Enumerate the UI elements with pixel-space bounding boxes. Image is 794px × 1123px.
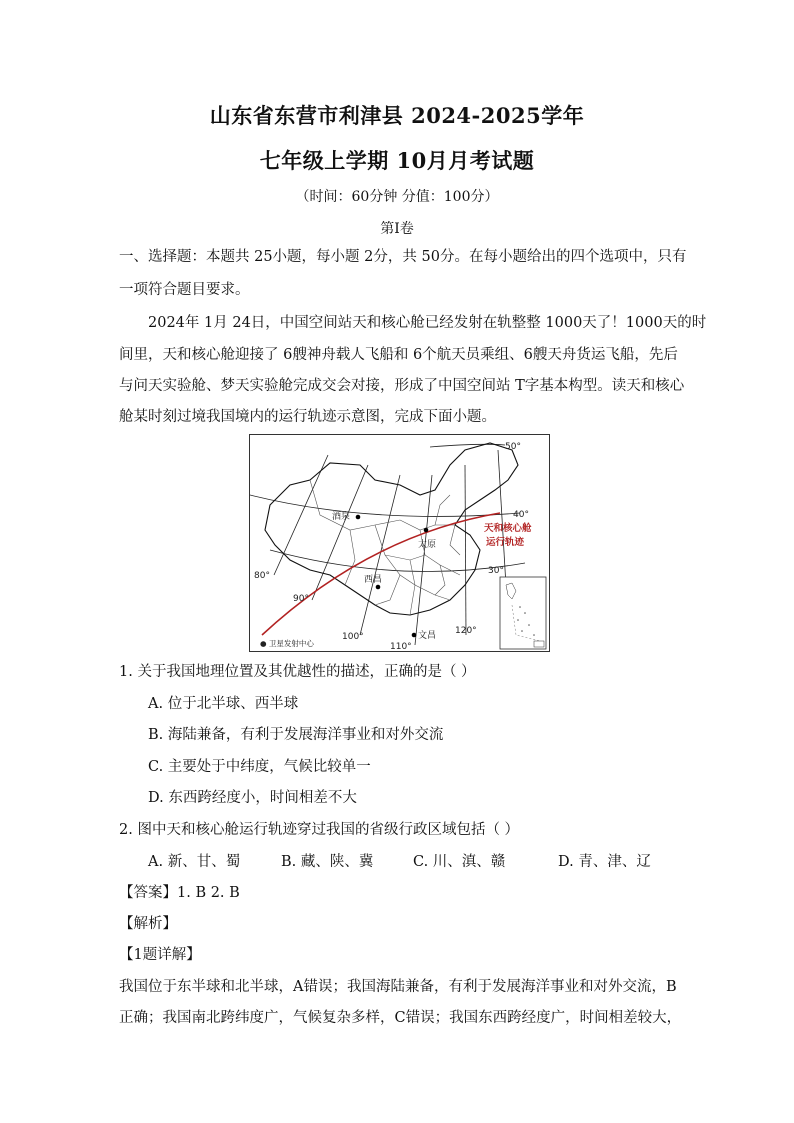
xichang-marker: [376, 585, 381, 590]
q2-option-c: C. 川、滇、赣: [413, 854, 506, 870]
detail-1-label: 【1题详解】: [119, 947, 201, 963]
section-instruction-line1: 一、选择题：本题共 25小题，每小题 2分，共 50分。在每小题给出的四个选项中，只有: [119, 249, 687, 265]
passage-line2: 间里，天和核心舱迎接了 6艘神舟载人飞船和 6个航天员乘组、6艘天舟货运飞船，先后: [119, 347, 678, 363]
lat-30-label: 30°: [488, 566, 504, 576]
page-title-line1: 山东省东营市利津县 2024-2025学年: [209, 103, 585, 128]
exam-info: （时间：60分钟 分值：100分）: [295, 189, 499, 205]
q2-option-a: A. 新、甘、蜀: [148, 854, 241, 870]
lon-100-label: 100°: [342, 632, 364, 642]
province-boundaries: [310, 480, 460, 615]
analysis-label: 【解析】: [119, 916, 177, 932]
jiuquan-label: 酒泉: [332, 512, 351, 522]
lat-50-label: 50°: [505, 442, 521, 452]
answer-label: 【答案】1. B 2. B: [119, 885, 240, 901]
q2-option-b: B. 藏、陕、冀: [281, 854, 374, 870]
orbit-map-figure: [249, 434, 550, 652]
lon-110-label: 110°: [390, 642, 412, 651]
latitude-lines: [250, 444, 525, 571]
question-1-stem: 1. 关于我国地理位置及其优越性的描述，正确的是（ ）: [119, 664, 476, 680]
detail-1-line2: 正确；我国南北跨纬度广，气候复杂多样，C错误；我国东西跨经度广，时间相差较大，: [119, 1010, 682, 1026]
volume-label: 第I卷: [380, 221, 414, 237]
taiyuan-label: 太原: [418, 540, 437, 550]
wenchang-marker: [412, 633, 417, 638]
detail-1-line1: 我国位于东半球和北半球，A错误；我国海陆兼备，有利于发展海洋事业和对外交流，B: [119, 979, 677, 995]
q1-option-d: D. 东西跨经度小，时间相差不大: [148, 790, 357, 806]
jiuquan-marker: [356, 515, 361, 520]
page-title-line2: 七年级上学期 10月月考试题: [259, 148, 535, 173]
section-instruction-line2: 一项符合题目要求。: [119, 282, 250, 298]
china-map-svg: [250, 435, 549, 651]
orbit-label-line1: 天和核心舱: [484, 523, 532, 534]
passage-line3: 与问天实验舱、梦天实验舱完成交会对接，形成了中国空间站 T字基本构型。读天和核心: [119, 378, 685, 394]
wenchang-label: 文昌: [418, 631, 437, 641]
orbit-label-line2: 运行轨迹: [486, 537, 525, 548]
south-china-sea-inset: [500, 577, 546, 649]
passage-line1: 2024年 1月 24日，中国空间站天和核心舱已经发射在轨整整 1000天了！1000天的时: [148, 315, 707, 331]
lon-90-label: 90°: [293, 594, 309, 604]
q1-option-c: C. 主要处于中纬度，气候比较单一: [148, 759, 371, 775]
legend-launch-center: ● 卫星发射中心: [260, 639, 314, 648]
lon-120-label: 120°: [455, 626, 477, 636]
lon-80-label: 80°: [254, 571, 270, 581]
q1-option-a: A. 位于北半球、西半球: [148, 696, 299, 712]
china-outline: [265, 443, 518, 615]
xichang-label: 西昌: [364, 575, 383, 585]
q1-option-b: B. 海陆兼备，有利于发展海洋事业和对外交流: [148, 727, 444, 743]
lat-40-label: 40°: [513, 510, 529, 520]
passage-line4: 舱某时刻过境我国境内的运行轨迹示意图，完成下面小题。: [119, 409, 496, 425]
taiyuan-marker: [424, 528, 429, 533]
q2-option-d: D. 青、津、辽: [558, 854, 651, 870]
question-2-stem: 2. 图中天和核心舱运行轨迹穿过我国的省级行政区域包括（ ）: [119, 822, 520, 838]
